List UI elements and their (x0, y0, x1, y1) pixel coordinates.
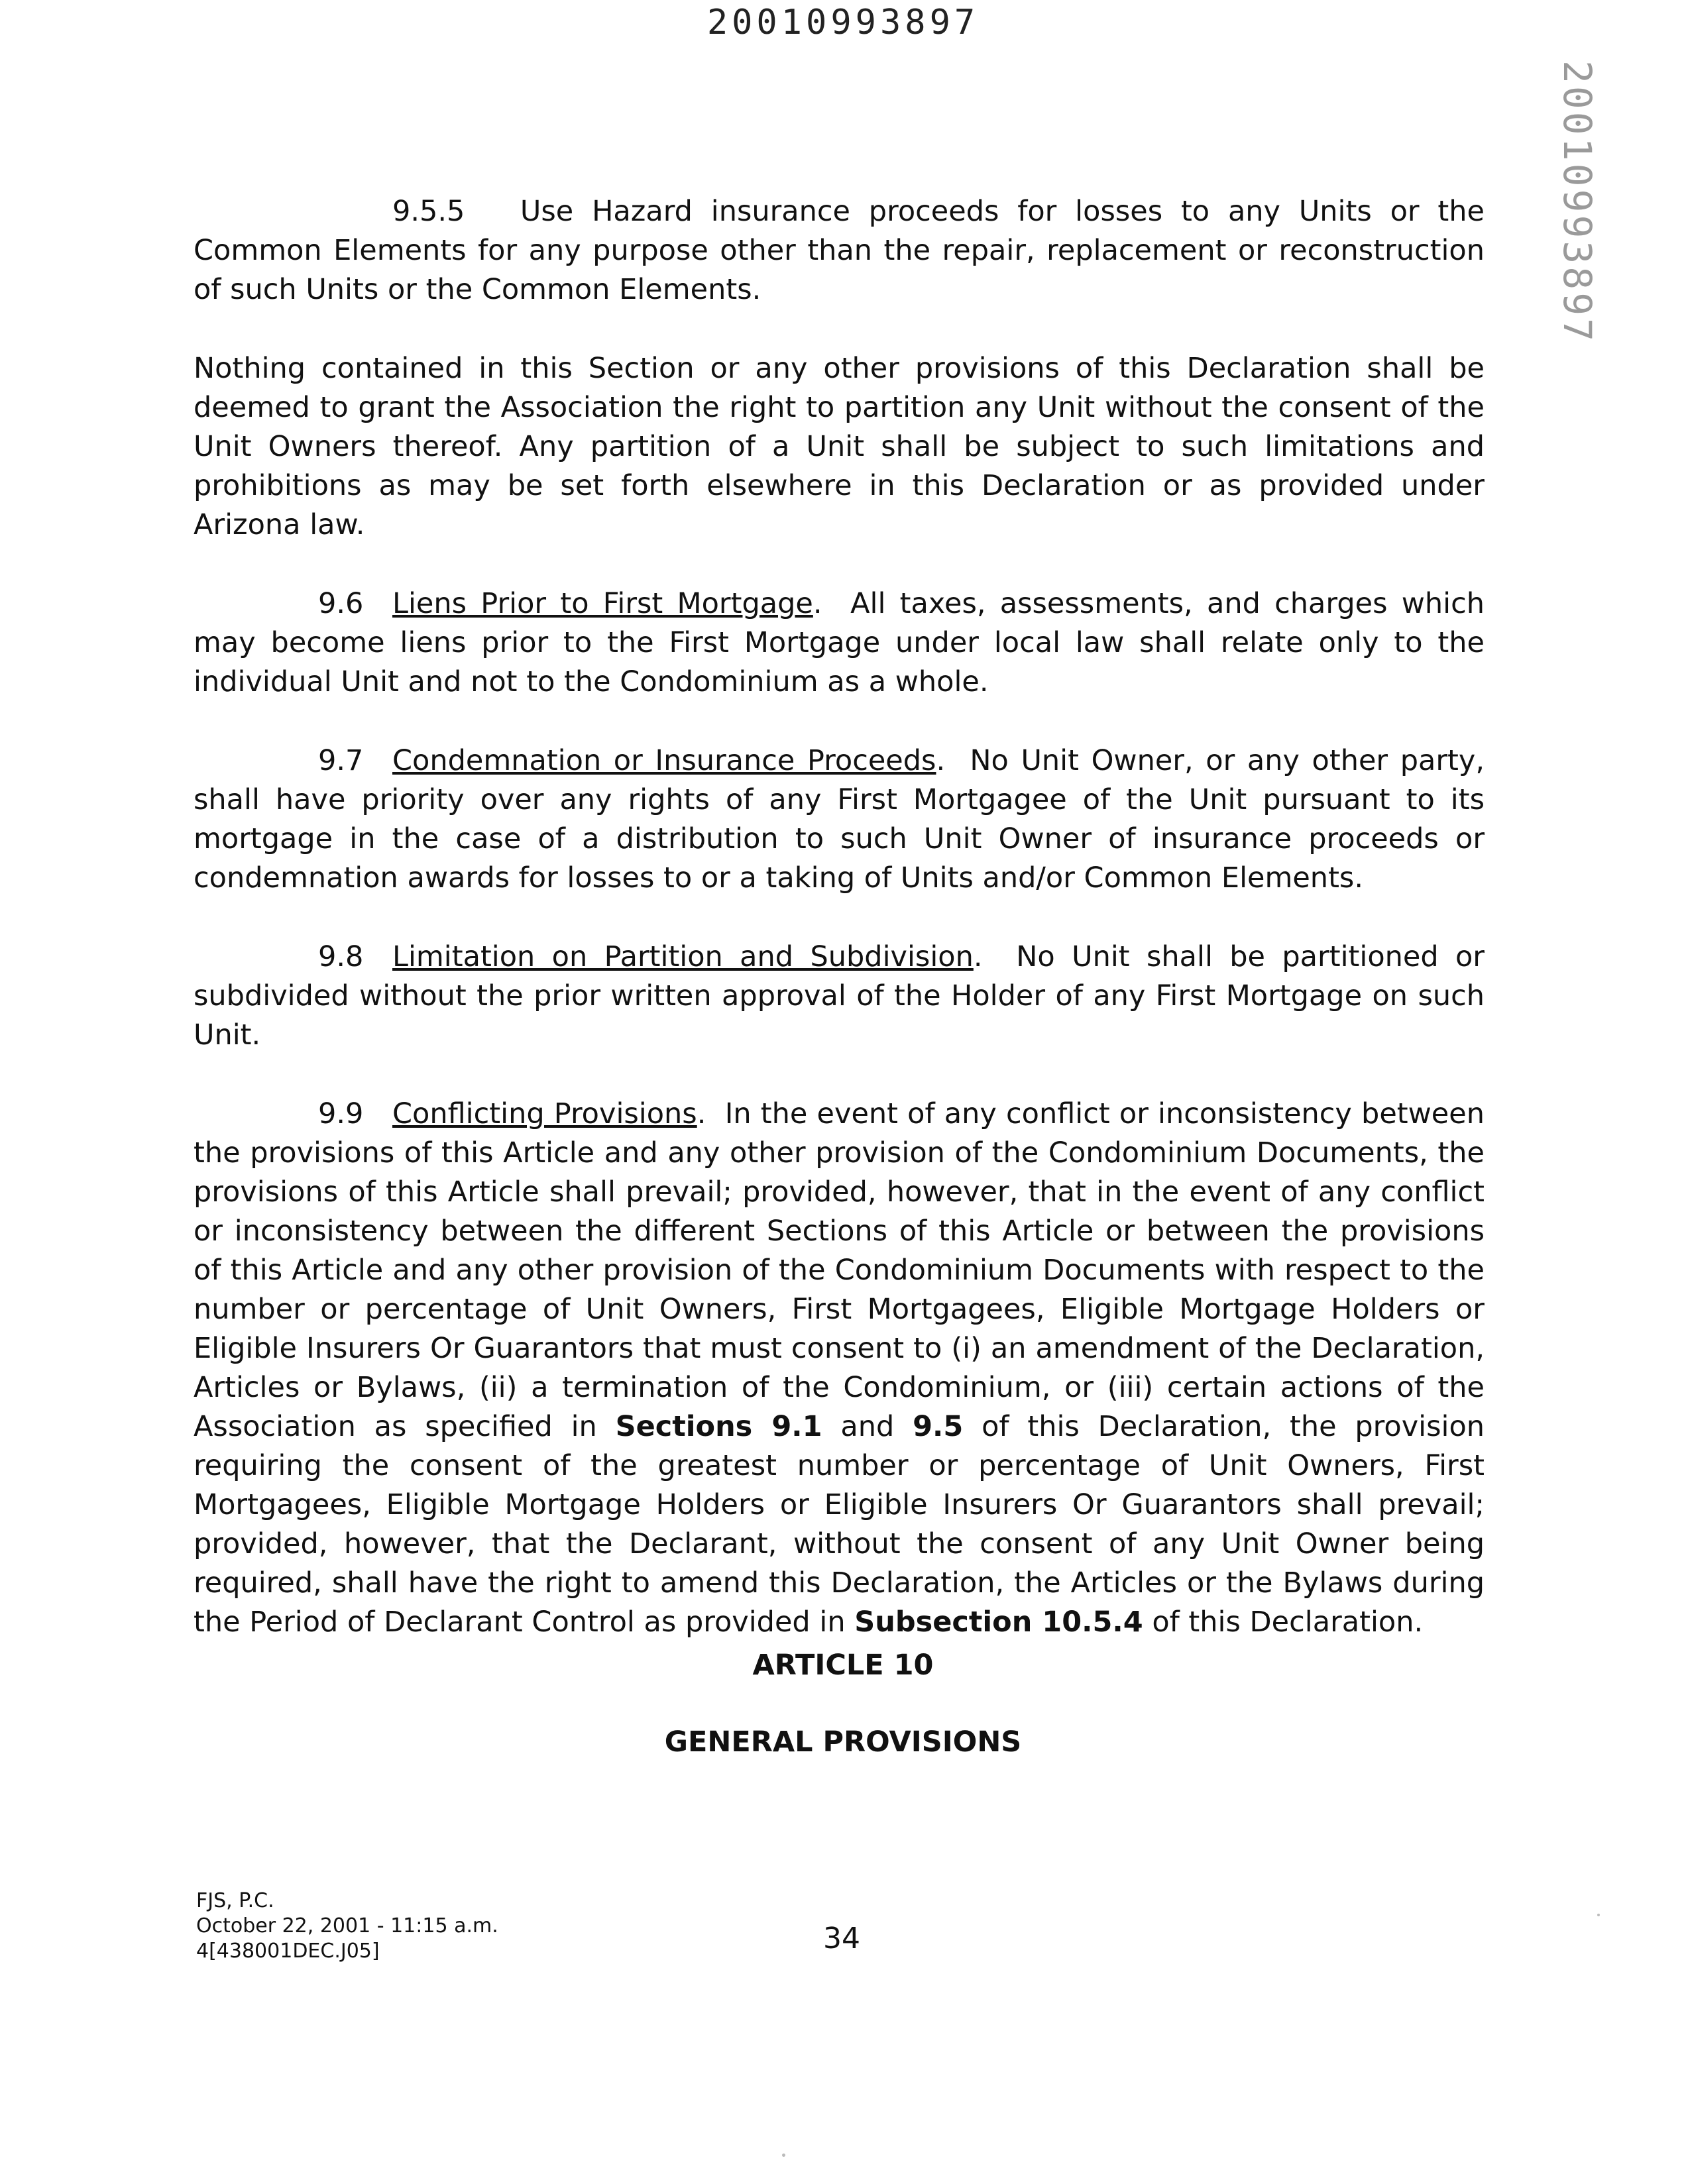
connector-text: and (840, 1410, 895, 1443)
paragraph-9-5-5 (194, 192, 1485, 309)
footer-firm: FJS, P.C. (196, 1889, 274, 1912)
recording-number: 20010993897 (706, 3, 980, 42)
paragraph-text: In the event of any conflict or inconsistency between the provisions of this Article and any other provision of the Condominium Documents, the provisions of this Article shall prevail; provided, however, that in the event of any conflict or inconsistency between the different Sections of this Article or between the provisions of this Article and any other provision of the Condominium Documents with respect to the number or percentage of Unit Owners, First Mortgagees, Eligible Mortgage Holders or Eligible Insurers Or Guarantors that must consent to (i) an amendment of the Declaration, Articles or Bylaws, (ii) a termination of the Condominium, or (iii) certain actions of the Association as specified in (194, 1097, 1485, 1443)
paragraph-9-7: 9.7 Condemnation or Insurance Proceeds. No Unit Owner, or any other party, shall have priority over any rights of any First Mortgagee of the Unit pursuant to its mortgage in the case of a distribution to such Unit Owner of insurance proceeds or condemnation awards for losses to or a taking of Units and/or Common Elements. (194, 741, 1485, 898)
footer-date: October 22, 2001 - 11:15 a.m. (196, 1914, 498, 1938)
section-number: 9.9 (318, 1097, 364, 1130)
body-text (194, 192, 1485, 1682)
paragraph-text: of this Declaration, the provision requiring the consent of the greatest number or percentage of Unit Owners, First Mortgagees, Eligible Mortgage Holders or Eligible Insurers Or Guarantors shall prevail; provided, however, that the Declarant, without the consent of any Unit Owner being required, shall have the right to amend this Declaration, the Articles or the Bylaws during the Period of Declarant Control as provided in (194, 1410, 1485, 1639)
paragraph-text: No Unit Owner, or any other party, shall have priority over any rights of any First Mortgagee of the Unit pursuant to its mortgage in the case of a distribution to such Unit Owner of insurance proceeds or condemnation awards for losses to or a taking of Units and/or Common Elements. (194, 744, 1485, 895)
section-heading: Liens Prior to First Mortgage (392, 587, 813, 620)
footer-doc-id: 4[438001DEC.J05] (196, 1939, 380, 1963)
section-heading: Conflicting Provisions (392, 1097, 697, 1130)
cross-reference: Subsection 10.5.4 (854, 1606, 1143, 1639)
paragraph-text: of this Declaration. (1152, 1606, 1424, 1639)
cross-reference: 9.5 (913, 1410, 964, 1443)
side-stamp-text: 20010993897 (1555, 60, 1600, 345)
paragraph-9-8: 9.8 Limitation on Partition and Subdivision. No Unit shall be partitioned or subdivided without the prior written approval of the Holder of any First Mortgage on such Unit. (194, 938, 1485, 1055)
paragraph-nothing-contained: Nothing contained in this Section or any other provisions of this Declaration shall be deemed to grant the Association the right to partition any Unit without the consent of the Unit Owners thereof. Any partition of a Unit shall be subject to such limitations and prohibitions as may be set forth elsewhere in this Declaration or as provided under Arizona law. (194, 352, 1485, 541)
section-heading: Condemnation or Insurance Proceeds (392, 744, 936, 777)
section-number: 9.5.5 (392, 195, 465, 228)
paragraph-9-6: 9.6 Liens Prior to First Mortgage. All taxes, assessments, and charges which may become liens prior to the First Mortgage under local law shall relate only to the individual Unit and not to the Condominium as a whole. (194, 584, 1485, 702)
article-title: ARTICLE 10 (752, 1649, 934, 1682)
paragraph-text: All taxes, assessments, and charges which may become liens prior to the First Mortgage under local law shall relate only to the individual Unit and not to the Condominium as a whole. (194, 587, 1485, 698)
section-heading: Limitation on Partition and Subdivision (392, 940, 974, 973)
section-number: 9.7 (318, 744, 364, 777)
cross-reference: Sections 9.1 (615, 1410, 822, 1443)
paragraph-text: No Unit shall be partitioned or subdivided without the prior written approval of the Holder of any First Mortgage on such Unit. (194, 940, 1485, 1052)
section-number: 9.6 (318, 587, 364, 620)
article-subtitle: GENERAL PROVISIONS (664, 1725, 1022, 1759)
paragraph-text: Use Hazard insurance proceeds for losses to any Units or the Common Elements for any purpose other than the repair, replacement or reconstruction of such Units or the Common Elements. (194, 195, 1485, 306)
scan-speck (782, 2154, 785, 2157)
paragraph-9-9: 9.9 Conflicting Provisions. In the event of any conflict or inconsistency between the provisions of this Article and any other provision of the Condominium Documents, the provisions of this Article shall prevail; provided, however, that in the event of any conflict or inconsistency between the different Sections of this Article or between the provisions of this Article and any other provision of the Condominium Documents with respect to the number or percentage of Unit Owners, First Mortgagees, Eligible Mortgage Holders or Eligible Insurers Or Guarantors that must consent to (i) an amendment of the Declaration, Articles or Bylaws, (ii) a termination of the Condominium, or (iii) certain actions of the Association as specified in Sections 9.1 and 9.5 of this Declaration, the provision requiring the consent of the greatest number or percentage of Unit Owners, First Mortgagees, Eligible Mortgage Holders or Eligible Insurers Or Guarantors shall prevail; provided, however, that the Declarant, without the consent of any Unit Owner being required, shall have the right to amend this Declaration, the Articles or the Bylaws during the Period of Declarant Control as provided in Subsection 10.5.4 of this Declaration. (194, 1095, 1485, 1642)
side-stamp (1551, 60, 1604, 345)
page-number: 34 (823, 1922, 860, 1955)
footer-info (196, 1888, 498, 1964)
scan-speck (1597, 1914, 1600, 1916)
section-number: 9.8 (318, 940, 364, 973)
